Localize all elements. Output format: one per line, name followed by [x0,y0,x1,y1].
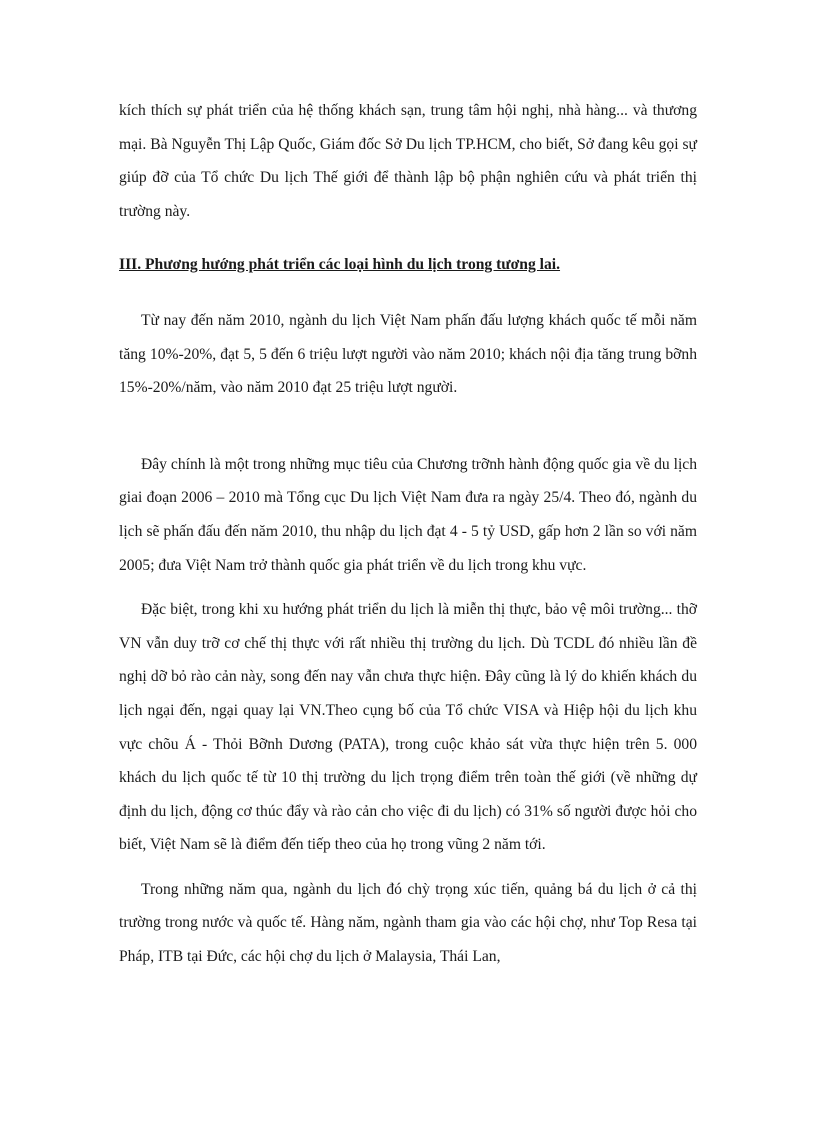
paragraph-promotion: Trong những năm qua, ngành du lịch đó chỳ trọng xúc tiến, quảng bá du lịch ở cả thị trường trong nước và quốc tế. Hàng năm, ngành tham gia vào các hội chợ, như Top Resa tại Pháp, ITB tại Đức, các hội chợ du lịch ở Malaysia, Thái Lan, [119,880,697,966]
paragraph-national-program: Đây chính là một trong những mục tiêu của Chương trỡnh hành động quốc gia về du lịch giai đoạn 2006 – 2010 mà Tổng cục Du lịch Việt Nam đưa ra ngày 25/4. Theo đó, ngành du lịch sẽ phấn đấu đến năm 2010, thu nhập du lịch đạt 4 - 5 tỷ USD, gấp hơn 2 lần so với năm 2005; đưa Việt Nam trở thành quốc gia phát triển về du lịch trong khu vực. [119,455,697,574]
document-page [119,94,697,974]
paragraph-hotel-development: kích thích sự phát triển của hệ thống khách sạn, trung tâm hội nghị, nhà hàng... và thương mại. Bà Nguyễn Thị Lập Quốc, Giám đốc Sở Du lịch TP.HCM, cho biết, Sở đang kêu gọi sự giúp đỡ của Tổ chức Du lịch Thế giới để thành lập bộ phận nghiên cứu và phát triển thị trường này. [119,102,697,220]
paragraph-visitor-targets: Từ nay đến năm 2010, ngành du lịch Việt Nam phấn đấu lượng khách quốc tế mỗi năm tăng 10%-20%, đạt 5, 5 đến 6 triệu lượt người vào năm 2010; khách nội địa tăng trung bỡnh 15%-20%/năm, vào năm 2010 đạt 25 triệu lượt người. [119,311,697,397]
paragraph-visa-policy: Đặc biệt, trong khi xu hướng phát triển du lịch là miễn thị thực, bảo vệ môi trường... thỡ VN vẫn duy trỡ cơ chế thị thực với rất nhiều thị trường du lịch. Dù TCDL đó nhiều lần đề nghị dỡ bỏ rào cản này, song đến nay vẫn chưa thực hiện. Đây cũng là lý do khiến khách du lịch ngại đến, ngại quay lại VN.Theo cụng bố của Tổ chức VISA và Hiệp hội du lịch khu vực chõu Á - Thỏi Bỡnh Dương (PATA), trong cuộc khảo sát vừa thực hiện trên 5. 000 khách du lịch quốc tế từ 10 thị trường du lịch trọng điểm trên toàn thế giới (về những dự định du lịch, động cơ thúc đẩy và rào cản cho việc đi du lịch) có 31% số người được hỏi cho biết, Việt Nam sẽ là điểm đến tiếp theo của họ trong vũng 2 năm tới. [119,601,697,854]
section-heading-iii: III. Phương hướng phát triển các loại hình du lịch trong tương lai. [119,256,561,274]
